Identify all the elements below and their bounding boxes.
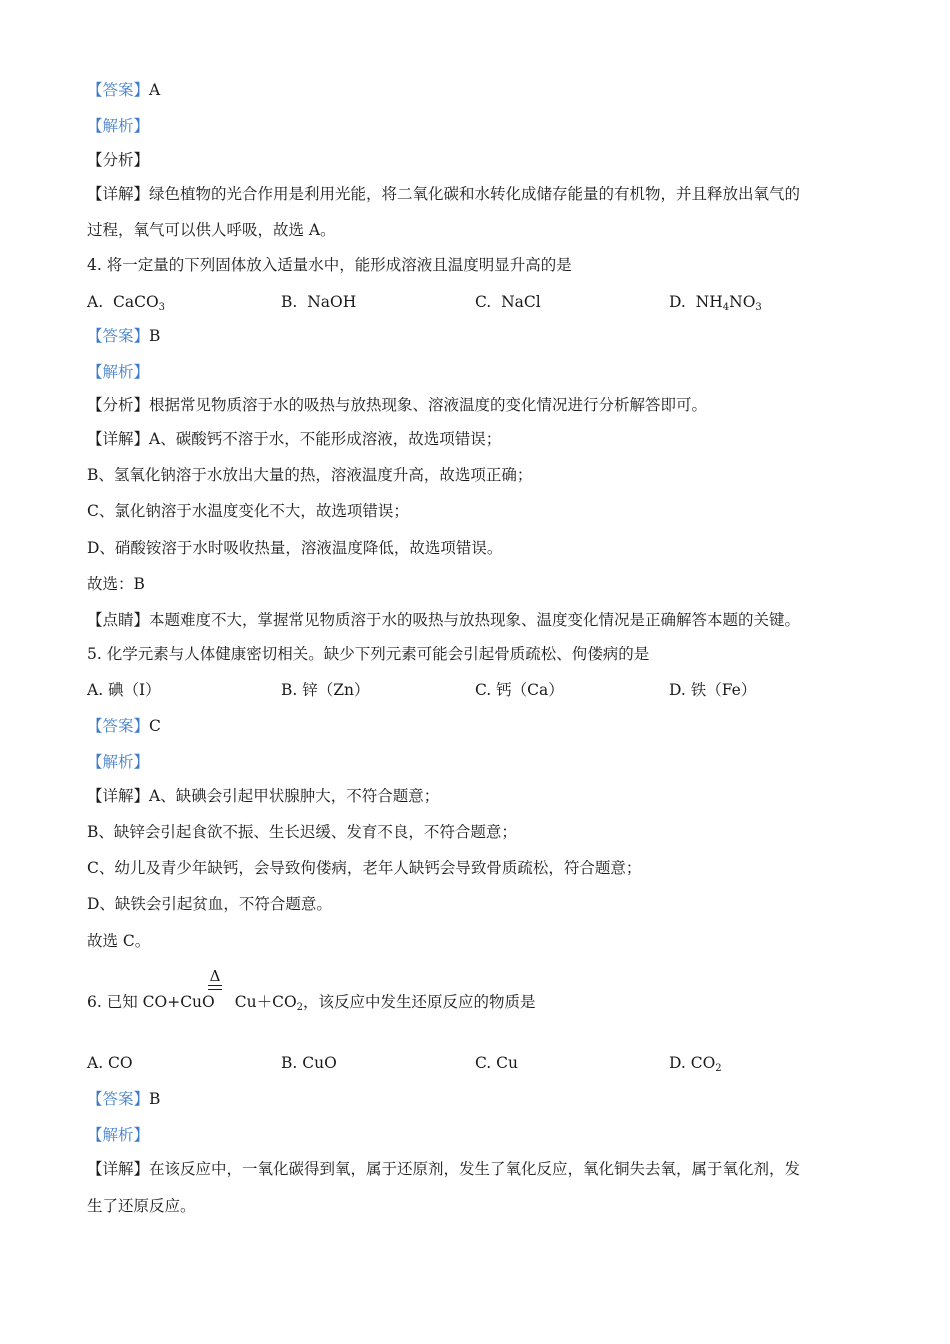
q6-detail-line-1 — [87, 1159, 867, 1179]
detail-tag: 【详解】 — [87, 430, 150, 448]
q5-option-a: A. 碘（I） — [87, 681, 161, 699]
detail-text: A、碳酸钙不溶于水，不能形成溶液，故选项错误； — [149, 430, 502, 448]
analysis-tag: 【解析】 — [87, 363, 150, 381]
dianjing-tag: 【点睛】 — [87, 611, 150, 629]
q4-stem: 4. 将一定量的下列固体放入适量水中，能形成溶液且温度明显升高的是 — [87, 256, 572, 274]
answer-value: B — [149, 327, 161, 345]
q6-option-c: C. Cu — [475, 1054, 519, 1072]
q6-answer-line — [87, 1089, 867, 1109]
q6-detail-line-2: 生了还原反应。 — [87, 1197, 196, 1215]
q4-conclusion: 故选：B — [87, 575, 145, 593]
q5-option-c: C. 钙（Ca） — [475, 681, 564, 699]
detail-text: 在该反应中，一氧化碳得到氧，属于还原剂，发生了氧化反应，氧化铜失去氧，属于氧化剂，发 — [149, 1160, 801, 1178]
q5-detail-b: B、缺锌会引起食欲不振、生长迟缓、发育不良，不符合题意； — [87, 823, 517, 841]
q4-option-d: D. $NH_4NO_3$ — [669, 293, 762, 313]
q6-stem-products: Cu＋CO — [234, 993, 297, 1011]
q5-answer-line — [87, 716, 867, 736]
q3-answer-line — [87, 80, 867, 100]
q3-fenxi-line — [87, 150, 867, 170]
q5-option-b: B. 锌（Zn） — [281, 681, 370, 699]
q6-stem-reactants: 6. 已知 CO+CuO — [87, 993, 215, 1011]
fenxi-tag: 【分析】 — [87, 396, 150, 414]
q4-analysis-line — [87, 362, 867, 382]
answer-tag: 【答案】 — [87, 327, 150, 345]
q4-option-b: B. NaOH — [281, 293, 357, 311]
fenxi-tag: 【分析】 — [87, 151, 150, 169]
q4-option-c: C. NaCl — [475, 293, 541, 311]
q3-detail-line-1 — [87, 184, 867, 204]
q4-detail-a — [87, 429, 867, 449]
detail-text: 绿色植物的光合作用是利用光能，将二氧化碳和水转化成储存能量的有机物，并且释放出氧气的 — [149, 185, 801, 203]
detail-tag: 【详解】 — [87, 787, 150, 805]
q4-dianjing-line — [87, 610, 867, 630]
analysis-tag: 【解析】 — [87, 753, 150, 771]
q5-detail-c: C、幼儿及青少年缺钙，会导致佝偻病，老年人缺钙会导致骨质疏松，符合题意； — [87, 859, 642, 877]
q4-detail-b: B、氢氧化钠溶于水放出大量的热，溶液温度升高，故选项正确； — [87, 466, 533, 484]
q5-detail-a — [87, 786, 867, 806]
q6-stem: 6. 已知 CO+CuO $Cu+CO_2$，该反应中发生还原反应的物质是 — [87, 993, 536, 1013]
q3-analysis-line — [87, 116, 867, 136]
q3-detail-line-2: 过程，氧气可以供人呼吸，故选 A。 — [87, 221, 336, 239]
equals-bar — [208, 985, 222, 990]
q5-stem: 5. 化学元素与人体健康密切相关。缺少下列元素可能会引起骨质疏松、佝偻病的是 — [87, 645, 650, 663]
detail-text: A、缺碘会引起甲状腺肿大，不符合题意； — [149, 787, 440, 805]
q5-option-d: D. 铁（Fe） — [669, 681, 757, 699]
detail-tag: 【详解】 — [87, 185, 150, 203]
q6-option-b: B. CuO — [281, 1054, 337, 1072]
q6-option-d: D. $CO_2$ — [669, 1054, 722, 1074]
heating-condition — [208, 968, 222, 990]
answer-tag: 【答案】 — [87, 717, 150, 735]
analysis-tag: 【解析】 — [87, 117, 150, 135]
fenxi-text: 根据常见物质溶于水的吸热与放热现象、溶液温度的变化情况进行分析解答即可。 — [149, 396, 708, 414]
q6-option-a: A. CO — [87, 1054, 133, 1072]
answer-tag: 【答案】 — [87, 81, 150, 99]
q4-detail-c: C、氯化钠溶于水温度变化不大，故选项错误； — [87, 502, 409, 520]
q4-option-a: A. CaCO$_3$ — [87, 293, 166, 313]
delta-symbol: Δ — [209, 967, 221, 985]
q4-detail-d: D、硝酸铵溶于水时吸收热量，溶液温度降低，故选项错误。 — [87, 539, 503, 557]
q6-stem-question: ，该反应中发生还原反应的物质是 — [303, 993, 536, 1011]
q4-fenxi-line — [87, 395, 867, 415]
dianjing-text: 本题难度不大，掌握常见物质溶于水的吸热与放热现象、温度变化情况是正确解答本题的关键。 — [149, 611, 801, 629]
detail-tag: 【详解】 — [87, 1160, 150, 1178]
answer-value: A — [149, 81, 161, 99]
answer-value: C — [149, 717, 161, 735]
q5-analysis-line — [87, 752, 867, 772]
q4-answer-line — [87, 326, 867, 346]
answer-value: B — [149, 1090, 161, 1108]
q6-analysis-line — [87, 1125, 867, 1145]
analysis-tag: 【解析】 — [87, 1126, 150, 1144]
q5-detail-d: D、缺铁会引起贫血，不符合题意。 — [87, 895, 332, 913]
answer-tag: 【答案】 — [87, 1090, 150, 1108]
q5-conclusion: 故选 C。 — [87, 932, 151, 950]
